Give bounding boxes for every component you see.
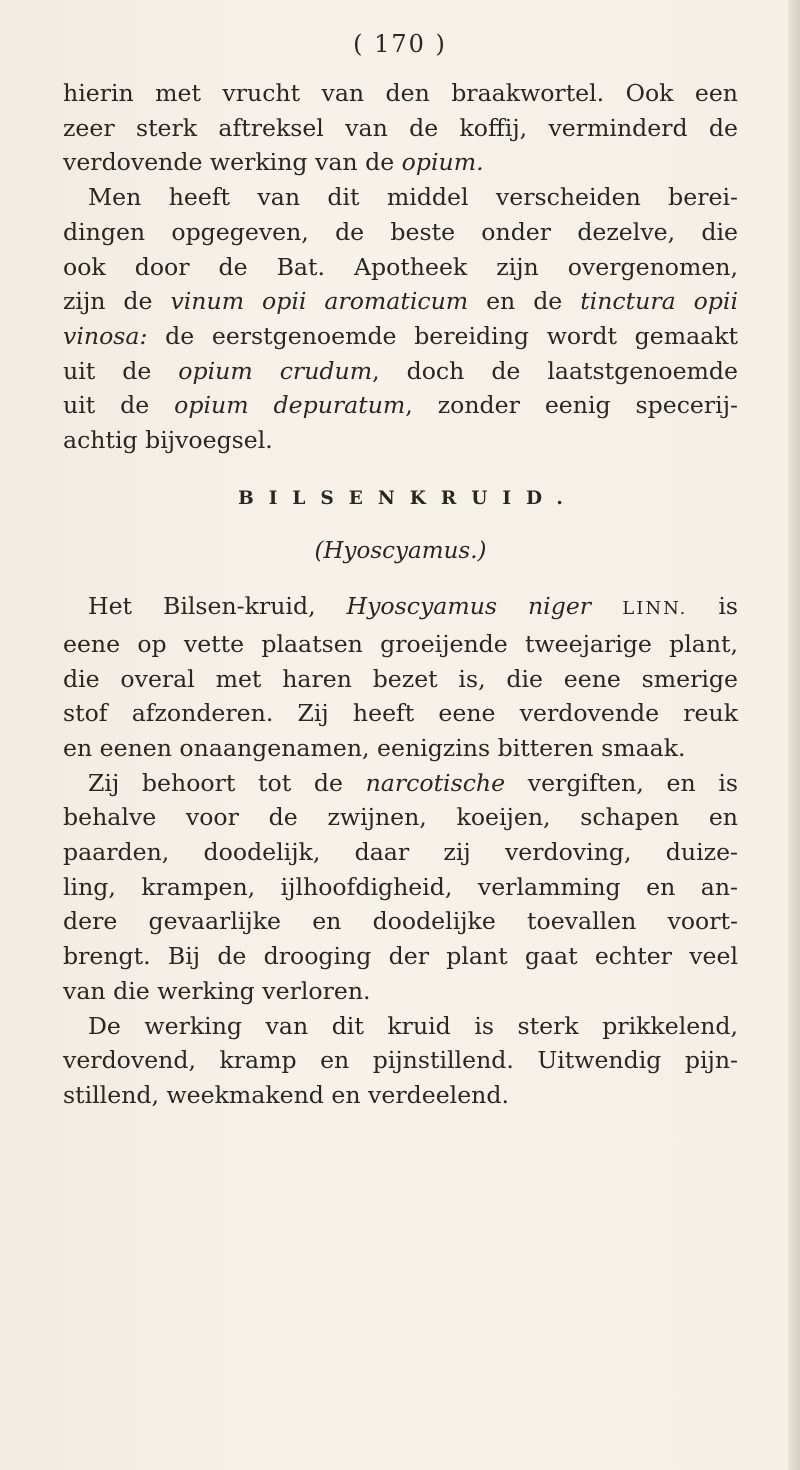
page-edge [788,0,800,1470]
italic-term: opium depuratum [174,391,406,420]
section-subheading: (Hyoscyamus.) [314,538,487,565]
text-span: uit de [63,356,179,385]
text-line [63,284,738,319]
paragraph-4 [63,766,738,1009]
paragraph-1 [63,76,738,180]
text-line [63,766,738,801]
text-span: Zij behoort tot de [88,768,366,797]
text-line: die overal met haren bezet is, die eene smerige [63,664,738,693]
text-span: vergiften, en is [505,768,738,797]
italic-term: Hyoscyamus niger [346,592,592,621]
text-span: , zonder eenig specerij- [405,391,739,420]
text-line: verdovend, kramp en pijnstillend. Uitwendig pijn- [63,1046,738,1075]
text-line: dere gevaarlijke en doodelijke toevallen voort- [63,907,738,936]
text-line: achtig bijvoegsel. [63,426,273,455]
italic-term: opium. [401,148,484,177]
text-line [63,589,738,627]
text-span: de eerstgenoemde bereiding wordt gemaakt [147,321,738,350]
paragraph-2 [63,180,738,458]
text-line: De werking van dit kruid is sterk prikkelend, [88,1011,738,1040]
text-line: brengt. Bij de drooging der plant gaat echter veel [63,942,738,971]
text-span: uit de [63,391,175,420]
text-span: zijn de [63,287,171,316]
page-number: ( 170 ) [353,30,447,58]
text-line: Men heeft van dit middel verscheiden berei- [88,183,738,212]
italic-term: narcotische [365,768,506,797]
italic-term: tinctura opii [580,287,738,316]
text-line: stillend, weekmakend en verdeelend. [63,1080,509,1109]
italic-term: opium crudum [178,356,373,385]
italic-term: vinum opii aromaticum [170,287,469,316]
text-span: is [687,592,739,621]
body-text [63,76,738,1113]
text-line: eene op vette plaatsen groeijende tweejarige plant, [63,629,738,658]
text-line: en eenen onaangenamen, eenigzins bitteren smaak. [63,733,686,762]
text-line: dingen opgegeven, de beste onder dezelve, die [63,217,738,246]
paragraph-3 [63,589,738,766]
author-abbreviation: LINN. [591,598,688,620]
text-span: , doch de laatstgenoemde [372,356,739,385]
italic-term: vinosa: [63,321,148,350]
text-span: Het Bilsen-kruid, [88,592,347,621]
text-line: paarden, doodelijk, daar zij verdoving, duize- [63,838,738,867]
paragraph-5 [63,1009,738,1113]
text-line [63,145,738,180]
text-line: ook door de Bat. Apotheek zijn overgenomen, [63,252,738,281]
text-line: hierin met vrucht van den braakwortel. Ook een [63,79,738,107]
text-line: zeer sterk aftreksel van de koffij, verminderd de [63,113,738,142]
text-span: en de [468,287,581,316]
text-span: verdovende werking van de [63,148,402,177]
text-line [63,388,738,423]
text-line [63,319,738,354]
text-line: ling, krampen, ijlhoofdigheid, verlamming en an- [63,872,738,901]
text-line: stof afzonderen. Zij heeft eene verdovende reuk [63,699,738,728]
text-line: behalve voor de zwijnen, koeijen, schapen en [63,803,738,832]
text-line: van die werking verloren. [63,976,371,1005]
section-heading: BILSENKRUID. [238,487,578,509]
text-line [63,354,738,389]
